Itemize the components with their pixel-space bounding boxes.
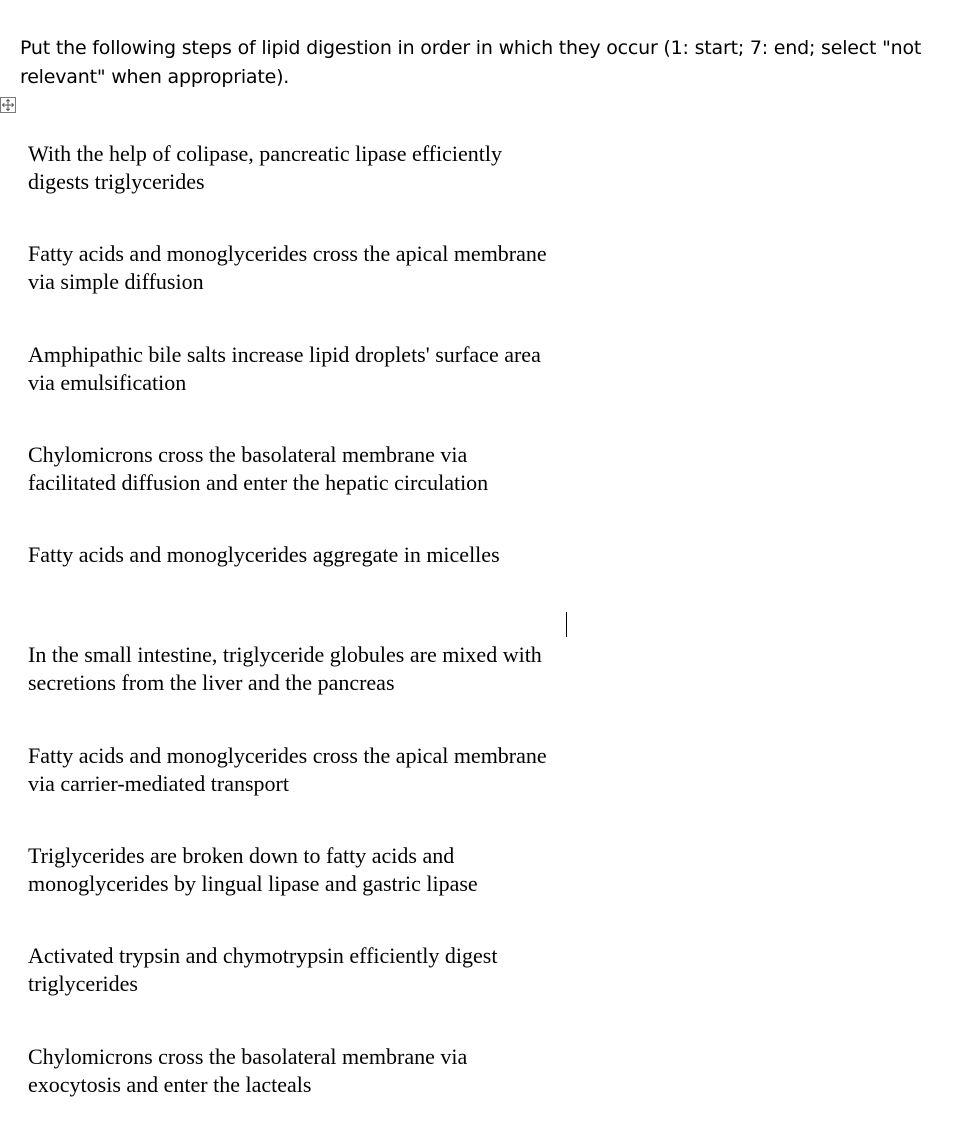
step-item	[28, 641, 588, 741]
step-item	[28, 1043, 588, 1143]
step-text: Fatty acids and monoglycerides aggregate in micelles	[28, 542, 500, 568]
step-item	[28, 441, 588, 541]
move-icon	[1, 98, 15, 112]
step-text: Chylomicrons cross the basolateral membrane via exocytosis and enter the lacteals	[28, 1043, 468, 1097]
step-text: With the help of colipase, pancreatic lipase efficiently digests triglycerides	[28, 141, 502, 194]
table-move-handle[interactable]	[0, 97, 16, 113]
step-text: Activated trypsin and chymotrypsin efficiently digest triglycerides	[28, 943, 498, 997]
step-text: Chylomicrons cross the basolateral membrane via facilitated diffusion and enter the hepatic circulation	[28, 441, 489, 495]
step-item	[28, 842, 588, 942]
step-item	[28, 541, 588, 641]
step-item	[28, 240, 588, 340]
step-item	[28, 742, 588, 842]
step-item	[28, 942, 588, 1042]
step-text: Fatty acids and monoglycerides cross the apical membrane via simple diffusion	[28, 241, 547, 295]
step-text: Amphipathic bile salts increase lipid droplets' surface area via emulsification	[28, 341, 541, 395]
step-item	[28, 140, 588, 240]
step-text: Fatty acids and monoglycerides cross the apical membrane via carrier-mediated transport	[28, 742, 547, 796]
text-insertion-cursor	[566, 612, 567, 637]
steps-list	[28, 140, 588, 1143]
step-text: Triglycerides are broken down to fatty acids and monoglycerides by lingual lipase and gastric lipase	[28, 843, 478, 897]
question-prompt: Put the following steps of lipid digestion in order in which they occur (1: start; 7: end; select "not relevant" when appropriate).	[20, 37, 922, 88]
step-item	[28, 341, 588, 441]
step-text: In the small intestine, triglyceride globules are mixed with secretions from the liver and the pancreas	[28, 642, 542, 696]
